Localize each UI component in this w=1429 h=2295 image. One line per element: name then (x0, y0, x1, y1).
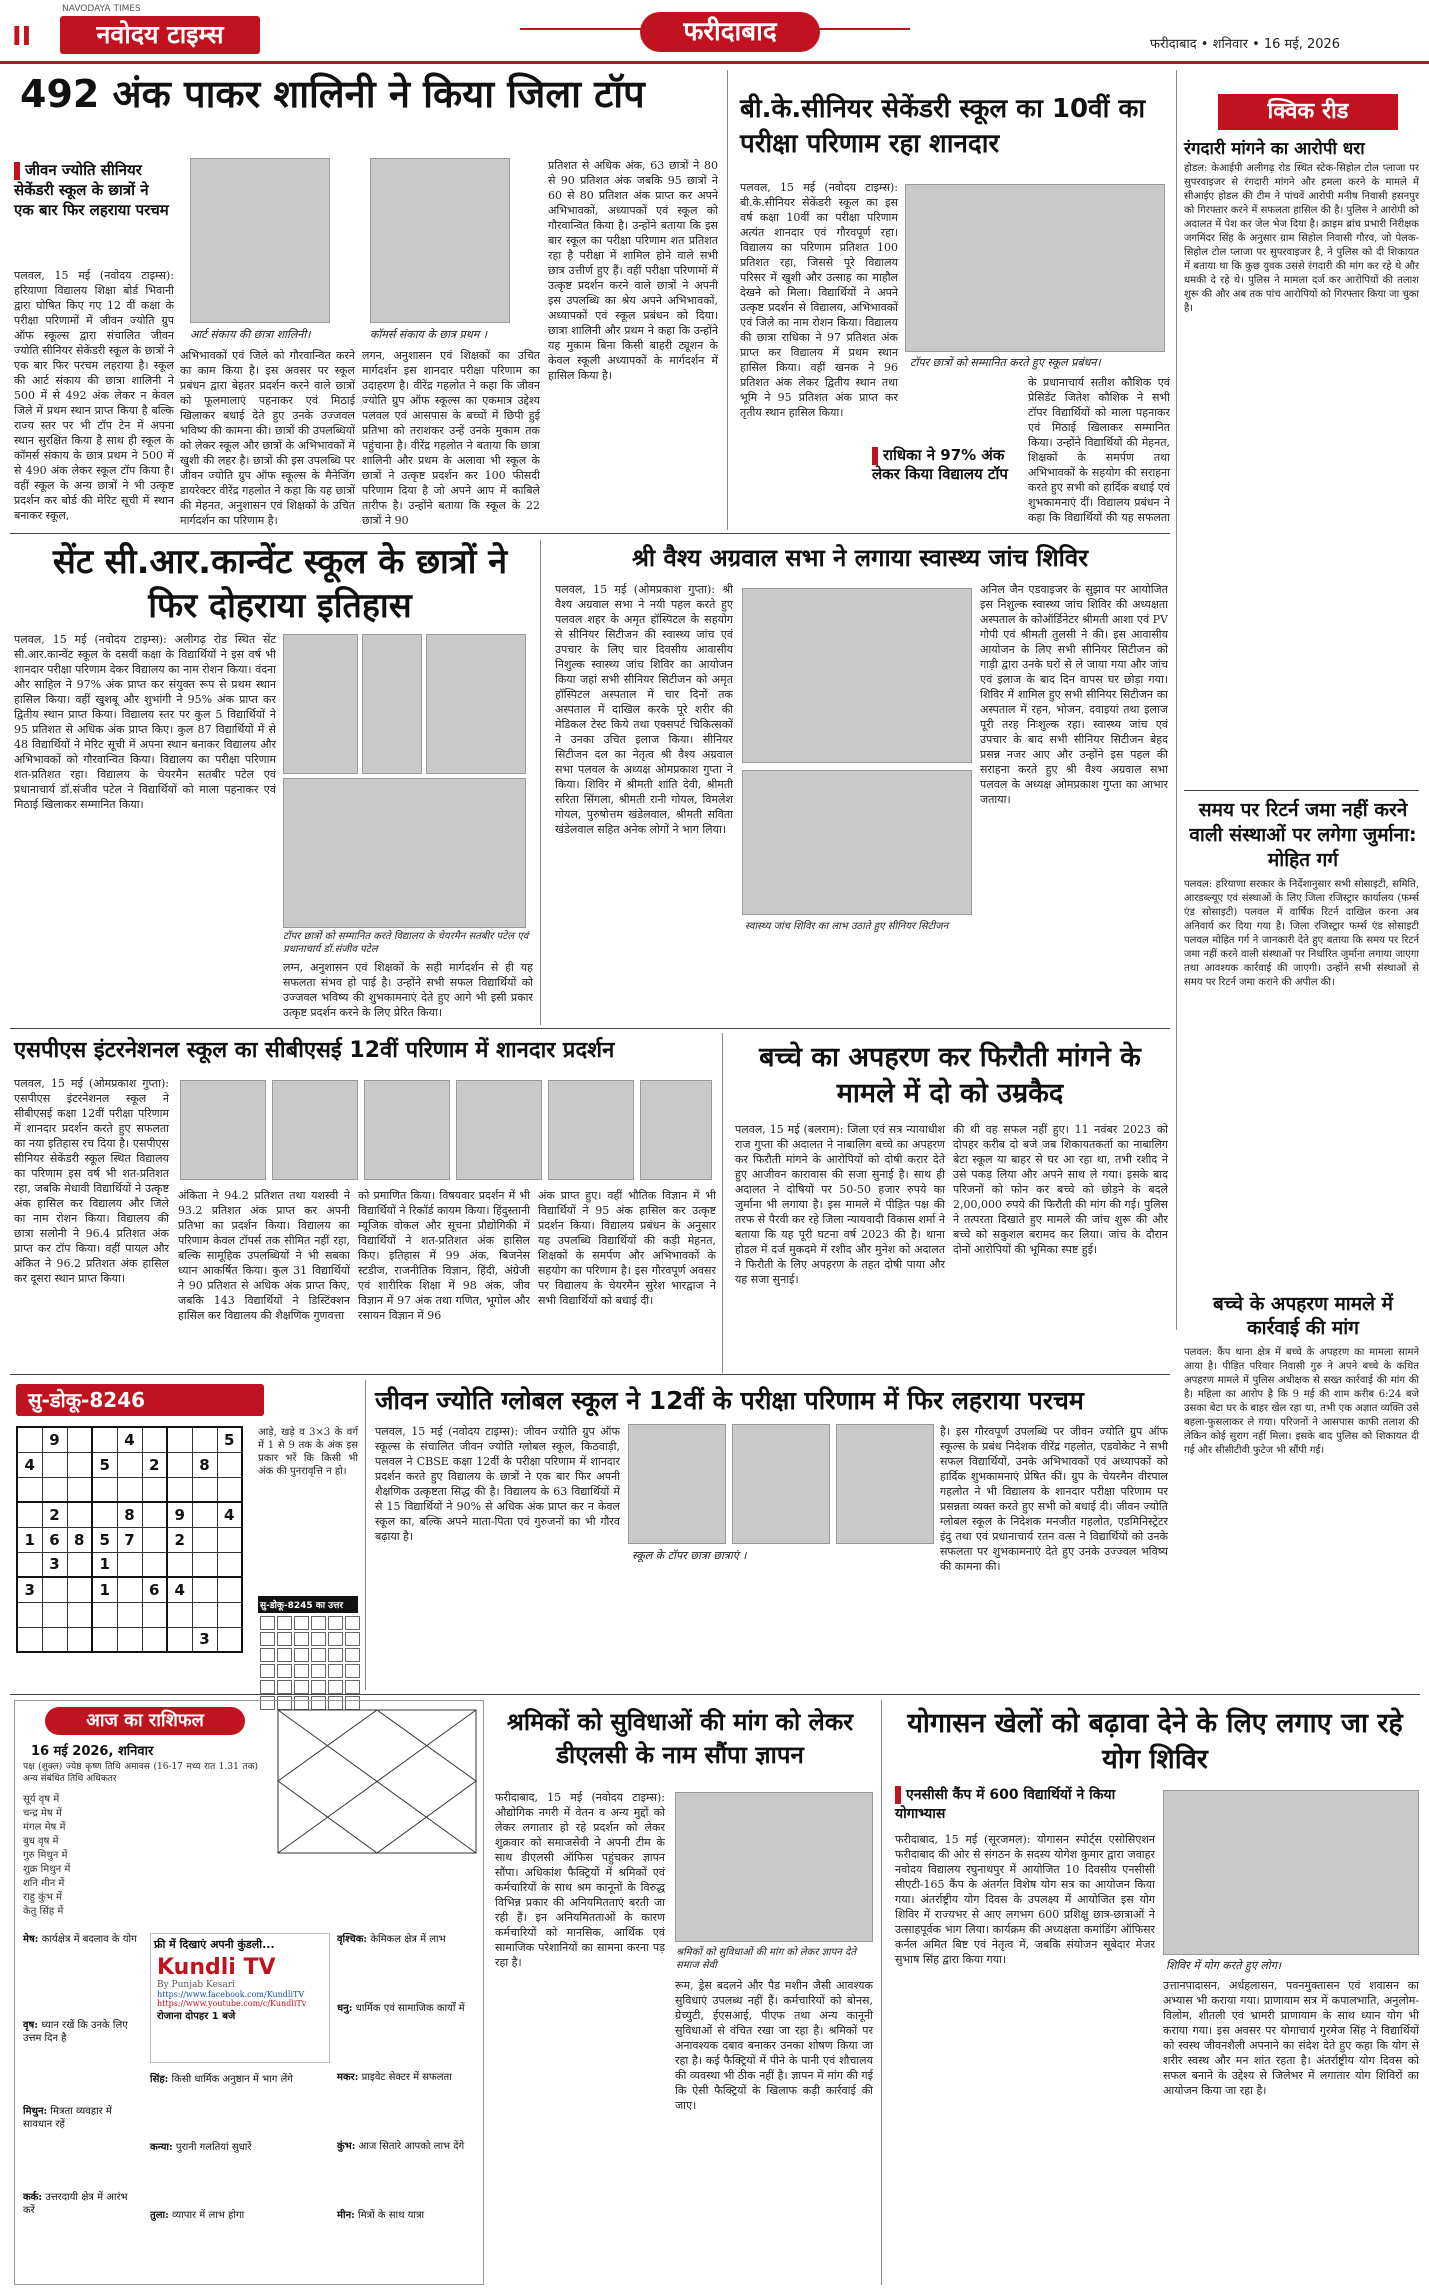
rule-h4 (10, 1694, 1420, 1695)
caption-vaish: स्वास्थ्य जांच शिविर का लाभ उठाते हुए सीनियर सिटीजन (745, 921, 949, 932)
sudoku-cell[interactable] (67, 1552, 92, 1577)
solution-cell (277, 1664, 292, 1678)
rule-h3 (10, 1374, 1170, 1375)
sign-name: कन्या: (150, 2142, 173, 2153)
sudoku-cell[interactable] (117, 1627, 142, 1652)
rashifal-title: आज का राशिफल (45, 1707, 245, 1735)
solution-cell (260, 1648, 275, 1662)
sudoku-cell[interactable] (17, 1427, 42, 1452)
sudoku-cell[interactable] (42, 1602, 67, 1627)
top-story-col1: पलवल, 15 मई (नवोदय टाइम्स): हरियाणा विद्यालय शिक्षा बोर्ड भिवानी द्वारा घोषित किए गए 12 वीं कक्षा के परीक्षा परिणामों में जीवन ज्योति ग्रुप ऑफ स्कूल्स द्वारा संचालित जीवन ज्योति सीनियर सेकेंडरी स्कूल के छात्रों ने एक बार फिर परचम लहराया है। स्कूल की आर्ट संकाय की छात्रा शालिनी ने 500 में से 492 अंक लेकर न केवल जिले में प्रथम स्थान प्राप्त किया है बल्कि राज्य स्तर पर भी टॉप टेन में अपना स्थान सुरक्षित किया है साथ ही स्कूल के कॉमर्स संकाय के छात्र प्रथम ने 500 में से 490 अंक लेकर स्कूल टॉप किया है। वहीं स्कूल के अन्य छात्रों ने भी उत्कृष्ट प्रदर्शन कर बोर्ड की मेरिट सूची में स्थान बनाकर स्कूल, (14, 269, 174, 522)
bk-story-headline: बी.के.सीनियर सेकेंडरी स्कूल का 10वीं का परीक्षा परिणाम रहा शानदार (740, 94, 1146, 159)
sign-libra (150, 2209, 310, 2277)
planet-line: केतु सिंह में (23, 1906, 64, 1917)
planet-positions (23, 1793, 263, 1919)
yoga-subhead-text: एनसीसी कैंप में 600 विद्यार्थियों ने किया योगाभ्यास (895, 1787, 1116, 1822)
sudoku-row (17, 1627, 242, 1652)
caption-dlc: श्रमिकों को सुविधाओं की मांग को लेकर ज्ञापन देते समाज सेवी (676, 1947, 857, 1971)
sudoku-cell[interactable] (192, 1477, 217, 1502)
sudoku-cell[interactable] (167, 1627, 192, 1652)
sudoku-cell[interactable]: 3 (42, 1552, 67, 1577)
ad-title: फ्री में दिखाएं अपनी कुंडली... (154, 1938, 275, 1951)
sps-story-col4: अंक प्राप्त हुए। वहीं भौतिक विज्ञान में भी विद्यार्थियों ने 95 अंक हासिल कर उत्कृष्ट प्रदर्शन किया। विद्यालय प्रबंधन के अनुसार यह उपलब्धि विद्यार्थियों की कड़ी मेहनत, शिक्षकों के समर्पण और अभिभावकों के सहयोग का परिणाम है। इस गौरवपूर्ण अवसर पर विद्यालय के चेयरमैन सुरेश भारद्वाज ने सभी विद्यार्थियों को बधाई दी। (538, 1189, 716, 1307)
sudoku-cell[interactable]: 8 (117, 1502, 142, 1527)
sps-story-col2: अंकिता ने 94.2 प्रतिशत तथा यशस्वी ने 93.2 प्रतिशत अंक प्राप्त कर अपनी प्रतिभा का प्रदर्शन किया। विद्यालय का परिणाम केवल टॉपर्स तक सीमित नहीं रहा, बल्कि सामूहिक उपलब्धियों ने भी सबका ध्यान आकर्षित किया। कुल 31 विद्यार्थियों ने 90 प्रतिशत से अधिक अंक प्राप्त किए, जबकि 143 विद्यार्थियों ने डिस्टिंक्शन हासिल कर विद्यालय की शैक्षणिक गुणवत्ता (178, 1189, 350, 1322)
sps-story-col1: पलवल, 15 मई (ओमप्रकाश गुप्ता): एसपीएस इंटरनेशनल स्कूल ने सीबीएसई कक्षा 12वीं परीक्षा परिणाम में शानदार प्रदर्शन करते हुए सफलता का नया इतिहास रच दिया है। एसपीएस सीनियर सेकेंडरी स्कूल स्थित विद्यालय का परिणाम इस वर्ष भी शत-प्रतिशत रहा, जबकि मेधावी विद्यार्थियों ने उत्कृष्ट अंक हासिल कर विद्यालय और जिले का नाम रोशन किया। विद्यालय की छात्रा सलोनी ने 96.4 प्रतिशत अंक प्राप्त कर टॉप किया। वहीं पायल और अंकित ने 96.2 प्रतिशत अंक हासिल कर दूसरा स्थान प्राप्त किया। (14, 1077, 169, 1285)
kundli-ad (150, 1933, 330, 2063)
bk-story-col1: पलवल, 15 मई (नवोदय टाइम्स): बी.के.सीनियर सेकेंडरी स्कूल का इस वर्ष कक्षा 10वीं का परीक्षा परिणाम अत्यंत शानदार एवं गौरवपूर्ण रहा। विद्यालय का परिणाम प्रतिशत 100 प्रतिशत रहा, जिससे पूरे विद्यालय परिसर में खुशी और उत्साह का माहौल देखने को मिला। विद्यार्थियों ने अपने उत्कृष्ट प्रदर्शन से विद्यालय, अभिभावकों एवं जिले का नाम रोशन किया। विद्यालय की छात्रा राधिका ने 97 प्रतिशत अंक प्राप्त कर विद्यालय में प्रथम स्थान हासिल किया। वहीं खनक ने 96 प्रतिशत अंक लेकर द्वितीय स्थान तथा भूमि ने 95 प्रतिशत अंक प्राप्त कर तृतीय स्थान हासिल किया। (740, 181, 898, 419)
sign-name: मकर: (337, 2072, 359, 2083)
photo-jjg-3 (836, 1424, 934, 1544)
photo-sps-6 (640, 1080, 712, 1180)
sign-text: प्राइवेट सेक्टर में सफलता (361, 2072, 452, 2083)
bk-inset (872, 446, 1022, 484)
sudoku-cell[interactable] (42, 1477, 67, 1502)
photo-jjg-1 (628, 1424, 726, 1544)
sudoku-cell[interactable] (17, 1602, 42, 1627)
sudoku-cell[interactable] (142, 1502, 167, 1527)
cc-story-col1: पलवल, 15 मई (नवोदय टाइम्स): अलीगढ़ रोड स्थित सेंट सी.आर.कान्वेंट स्कूल के दसवीं कक्षा के विद्यार्थियों ने इस वर्ष भी शानदार परीक्षा परिणाम देकर विद्यालय का नाम रोशन किया। वंदना और साहिल ने 97% अंक प्राप्त कर संयुक्त रूप से प्रथम स्थान हासिल किया। वहीं खुशबू और शुभांगी ने 95% अंक प्राप्त कर द्वितीय स्थान प्राप्त किया। विद्यालय स्तर पर कुल 5 विद्यार्थियों ने 95 प्रतिशत से अधिक अंक प्राप्त किए। कुल 87 विद्यार्थियों में से 48 विद्यार्थियों ने मेरिट सूची में अपना स्थान बनाकर विद्यालय और अभिभावकों को गौरवान्वित किया। विद्यालय का परीक्षा परिणाम शत-प्रतिशत रहा। विद्यालय के चेयरमैन सतबीर पटेल एवं प्रधानाचार्य डॉ.संजीव पटेल ने विद्यार्थियों को माला पहनाकर एवं मिठाई खिलाकर सम्मानित किया। (14, 633, 276, 811)
rule-v1 (727, 70, 728, 530)
sudoku-cell[interactable]: 6 (142, 1577, 167, 1602)
rashifal-subtitle: पक्ष (शुक्ल) ज्येष्ठ कृष्ण तिथि अमावस (16-17 मध्य रात 1.31 तक) अन्य संबंधित तिथि अधिकतर (23, 1762, 258, 1784)
sudoku-row (17, 1552, 242, 1577)
sudoku-cell[interactable] (167, 1452, 192, 1477)
solution-cell (345, 1616, 360, 1630)
sudoku-row (17, 1502, 242, 1527)
sudoku-instructions: आड़े, खड़े व 3×3 के वर्ग में 1 से 9 तक के अंक इस प्रकार भरें कि किसी भी अंक की पुनरावृत्ति न हो। (258, 1427, 358, 1477)
sudoku-cell[interactable] (192, 1577, 217, 1602)
planet-line: गुरु मिथुन में (23, 1850, 68, 1861)
sign-name: सिंह: (150, 2074, 169, 2085)
rule-v4 (365, 1380, 366, 1690)
yoga-story-headline: योगासन खेलों को बढ़ावा देने के लिए लगाए जा रहे योग शिविर (907, 1708, 1403, 1775)
sign-gemini (23, 2105, 141, 2191)
caption-yoga: शिविर में योग करते हुए लोग। (1166, 1959, 1282, 1972)
bk-inset-text: राधिका ने 97% अंक लेकर किया विद्यालय टॉप (872, 446, 1008, 483)
ad-tag: By Punjab Kesari (157, 1980, 235, 1990)
solution-cell (328, 1632, 343, 1646)
photo-vaish-2 (742, 770, 972, 915)
sudoku-cell[interactable]: 7 (117, 1527, 142, 1552)
signs-right (337, 1933, 477, 2278)
caption-pratham: कॉमर्स संकाय के छात्र प्रथम । (370, 328, 488, 341)
caption-bk: टॉपर छात्रों को सम्मानित करते हुए स्कूल प्रबंधन। (910, 356, 1101, 369)
sudoku-cell[interactable] (142, 1427, 167, 1452)
solution-cell (294, 1664, 309, 1678)
masthead (0, 0, 1429, 64)
brand-small: NAVODAYA TIMES (62, 4, 141, 14)
sign-name: कर्क: (23, 2192, 43, 2203)
sudoku-cell[interactable]: 5 (217, 1427, 242, 1452)
sign-name: कुंभ: (337, 2141, 356, 2152)
sign-aries (23, 1933, 141, 2019)
solution-cell (311, 1648, 326, 1662)
sudoku-cell[interactable] (67, 1627, 92, 1652)
solution-row (260, 1648, 360, 1662)
sudoku-row (17, 1577, 242, 1602)
sudoku-cell[interactable]: 6 (42, 1527, 67, 1552)
planet-line: शुक्र मिथुन में (23, 1864, 71, 1875)
sudoku-cell[interactable]: 1 (92, 1577, 117, 1602)
sudoku-cell[interactable]: 1 (17, 1527, 42, 1552)
sudoku-cell[interactable] (67, 1477, 92, 1502)
sps-story-col3: को प्रमाणित किया। विषयवार प्रदर्शन में भी विद्यार्थियों ने रिकॉर्ड कायम किया। हिंदुस्तानी म्यूजिक वोकल और सूचना प्रौद्योगिकी में विद्यार्थियों ने शत-प्रतिशत अंक हासिल किए। इतिहास में 99 अंक, बिजनेस स्टडीज, राजनीतिक विज्ञान, हिंदी, अंग्रेजी एवं शारीरिक शिक्षा में 98 अंक, जीव विज्ञान में 97 अंक तथा गणित, भूगोल और रसायन विज्ञान में 96 (358, 1189, 530, 1322)
top-story-col3: लगन, अनुशासन एवं शिक्षकों का उचित मार्गदर्शन इस शानदार परीक्षा परिणाम का उदाहरण है। वीरेंद्र गहलोत ने कहा कि जीवन ज्योति ग्रुप ऑफ स्कूल्स का एकमात्र उद्देश्य पलवल एवं आसपास के बच्चों में छिपी हुई प्रतिभा को तराशकर उन्हें उनके मुकाम तक पहुंचाना है। वीरेंद्र गहलोत ने बताया कि छात्रा शालिनी और प्रथम के अलावा भी स्कूल के छात्रों ने उत्कृष्ट प्रदर्शन कर 100 फीसदी परिणाम दिया है जो अपने आप में काबिले तारीफ है। उन्होंने बताया कि स्कूल के 22 छात्रों ने 90 (362, 349, 540, 527)
sps-story-headline: एसपीएस इंटरनेशनल स्कूल का सीबीएसई 12वीं परिणाम में शानदार प्रदर्शन (14, 1038, 615, 1063)
sign-text: पुरानी गलतियां सुधारें (175, 2142, 252, 2153)
sudoku-solution-grid (258, 1614, 362, 1712)
solution-cell (277, 1632, 292, 1646)
bk-story-col2: के प्रधानाचार्य सतीश कौशिक एवं प्रेसिडेंट जितेश कौशिक ने सभी टॉपर विद्यार्थियों को माला पहनाकर एवं मिठाई खिलाकर सम्मानित किया। उन्होंने विद्यार्थियों की मेहनत, शिक्षकों के समर्पण तथा अभिभावकों के सहयोग की सराहना करते हुए सभी को हार्दिक बधाई एवं शुभकामनाएं दीं। विद्यालय प्रबंधन ने कहा कि विद्यार्थियों की यह सफलता (1028, 376, 1170, 524)
photo-sps-1 (180, 1080, 266, 1180)
kidnap-story-col1: पलवल, 15 मई (बलराम): जिला एवं सत्र न्यायाधीश राज गुप्ता की अदालत ने नाबालिग बच्चे का अपहरण कर फिरौती मांगने के आरोपियों को दोषी करार देते हुए आजीवन कारावास की सजा सुनाई है। साथ ही अदालत ने दोषियों पर 50-50 हजार रुपये का जुर्माना भी लगाया है। इस मामले में पीड़ित पक्ष की तरफ से पैरवी कर रहे जिला न्यायवादी विकास शर्मा ने बताया कि यह पूरी घटना वर्ष 2023 की है। थाना होडल में दर्ज मुकदमे में रशीद और मुनेश को अदालत ने फिरौती के लिए अपहरण के तहत दोषी पाया और यह सजा सुनाई। (735, 1123, 945, 1286)
solution-cell (260, 1616, 275, 1630)
sudoku-cell[interactable] (192, 1602, 217, 1627)
sudoku-cell[interactable] (42, 1452, 67, 1477)
sudoku-cell[interactable] (17, 1627, 42, 1652)
solution-cell (277, 1648, 292, 1662)
planet-line: मंगल मेष में (23, 1822, 66, 1833)
solution-cell (277, 1616, 292, 1630)
signs-left (23, 1933, 141, 2278)
solution-cell (277, 1680, 292, 1694)
solution-cell (328, 1664, 343, 1678)
top-story-subhead-text: जीवन ज्योति सीनियर सेकेंडरी स्कूल के छात्रों ने एक बार फिर लहराया परचम (14, 161, 169, 219)
rule-v2 (540, 540, 541, 1025)
rule-v5 (881, 1700, 882, 2285)
cc-story-col2: लग्न, अनुशासन एवं शिक्षकों के सही मार्गदर्शन से ही यह सफलता संभव हो पाई है। उन्होंने सभी सफल विद्यार्थियों को उज्जवल भविष्य की शुभकामनाएं देते हुए आगे भी इसी प्रकार उत्कृष्ट प्रदर्शन करने के लिए प्रेरित किया। (283, 961, 533, 1019)
dateline: फरीदाबाद • शनिवार • 16 मई, 2026 (1150, 37, 1341, 52)
sign-pisces (337, 2209, 477, 2278)
sudoku-cell[interactable] (67, 1502, 92, 1527)
sudoku-cell[interactable] (117, 1552, 142, 1577)
sudoku-cell[interactable] (167, 1427, 192, 1452)
sudoku-cell[interactable] (192, 1502, 217, 1527)
vaish-story-headline: श्री वैश्य अग्रवाल सभा ने लगाया स्वास्थ्य जांच शिविर (631, 544, 1089, 572)
solution-cell (294, 1632, 309, 1646)
top-story-col4: प्रतिशत से अधिक अंक, 63 छात्रों ने 80 से 90 प्रतिशत अंक जबकि 95 छात्रों ने 60 से 80 प्रतिशत अंक प्राप्त कर अपने अभिभावकों, अध्यापकों एवं स्कूल को गौरवान्वित किया है। उन्होंने बताया कि इस बार स्कूल का परीक्षा परिणाम शत प्रतिशत रहा है परीक्षा में शामिल होने वाले सभी छात्र उत्तीर्ण हुए हैं। वहीं परीक्षा परिणामों में उत्कृष्ट प्रदर्शन करने वाले छात्रों ने अपनी इस उपलब्धि का श्रेय अपने अभिभावकों, अध्यापकों एवं स्कूल प्रबंधन को दिया। छात्रा शालिनी और प्रथम ने कहा कि उन्होंने यह मुकाम बिना किसी बाहरी ट्यूशन के केवल स्कूली अध्यापकों के मार्गदर्शन में हासिल किया है। (548, 159, 718, 382)
solution-cell (311, 1680, 326, 1694)
planet-line: शनि मीन में (23, 1878, 65, 1889)
photo-jjg-2 (732, 1424, 830, 1544)
ad-youtube-link[interactable]: https://www.youtube.com/c/KundliTv (157, 1999, 307, 2008)
jjg-story-col1: पलवल, 15 मई (नवोदय टाइम्स): जीवन ज्योति ग्रुप ऑफ स्कूल्स के संचालित जीवन ज्योति ग्लोबल स्कूल, किठवाड़ी, पलवल ने CBSE कक्षा 12वीं के परीक्षा परिणाम में शानदार प्रदर्शन करते हुए विद्यालय के छात्रों ने एक बार फिर अपनी शैक्षणिक उत्कृष्टता सिद्ध की है। विद्यालय के 63 विद्यार्थियों में से 15 विद्यार्थियों ने 90% से अधिक अंक प्राप्त कर न केवल स्कूल का, बल्कि अपने माता-पिता एवं गुरुजनों का भी गौरव बढ़ाया है। (375, 1425, 620, 1543)
qr3-headline: बच्चे के अपहरण मामले में कार्रवाई की मांग (1213, 1293, 1393, 1339)
qr2-headline: समय पर रिटर्न जमा नहीं करने वाली संस्थाओं पर लगेगा जुर्माना: मोहित गर्ग (1189, 799, 1417, 871)
yoga-story-col1: फरीदाबाद, 15 मई (सूरजमल): योगासन स्पोर्ट्स एसोसिएशन फरीदाबाद की ओर से संगठन के सदस्य योगेश कुमार द्वारा जवाहर नवोदय विद्यालय रघुनाथपुर में आयोजित 10 दिवसीय एनसीसी सीएटी-165 कैंप के अंतर्गत विशेष योग सत्र का आयोजन किया गया। अंतर्राष्ट्रीय योग दिवस के उपलक्ष्य में आयोजित इस योग शिविर में राज्यभर से आए लगभग 600 प्रशिक्षु छात्र-छात्राओं ने उत्साहपूर्वक भाग लिया। कार्यक्रम की अध्यक्षता कमांडिंग ऑफिसर कर्नल अमित बिष्ट एवं नेतृत्व में, जबकि संयोजन सूबेदार मेजर सुभाष सिंह द्वारा किया गया। (895, 1833, 1155, 1966)
red-bar-icon (895, 1786, 901, 1804)
sudoku-cell[interactable]: 9 (42, 1427, 67, 1452)
sudoku-cell[interactable]: 9 (167, 1502, 192, 1527)
sudoku-cell[interactable]: 1 (92, 1552, 117, 1577)
yoga-subhead (895, 1786, 1155, 1824)
sudoku-row (17, 1527, 242, 1552)
caption-jjg: स्कूल के टॉपर छात्रा छात्राएं । (632, 1549, 747, 1562)
sudoku-cell[interactable] (42, 1577, 67, 1602)
sudoku-cell[interactable] (142, 1552, 167, 1577)
sudoku-cell[interactable] (117, 1577, 142, 1602)
jjg-story-col2: है। इस गौरवपूर्ण उपलब्धि पर जीवन ज्योति ग्रुप ऑफ स्कूल्स के प्रबंध निदेशक वीरेंद्र गहलोत, एडवोकेट ने सभी सफल विद्यार्थियों, उनके अभिभावकों एवं अध्यापकों को हार्दिक शुभकामनाएं प्रेषित कीं। ग्रुप के चेयरमैन वीरपाल गहलोत ने भी विद्यालय के शानदार परीक्षा परिणाम पर प्रसन्नता व्यक्त करते हुए सभी को बधाई दी। जीवन ज्योति ग्लोबल स्कूल के निदेशक मनजीत गहलोत, एडमिनिस्ट्रेटर इंदु तथा एवं प्रधानाचार्य रतन वत्स ने विद्यार्थियों को उनके सफलता पर शुभकामनाएं देते हुए उनके उज्ज्वल भविष्य की कामना की। (940, 1425, 1168, 1573)
sudoku-cell[interactable] (117, 1602, 142, 1627)
solution-cell (345, 1648, 360, 1662)
sign-text: धार्मिक एवं सामाजिक कार्यों में (355, 2003, 465, 2014)
sudoku-cell[interactable] (117, 1477, 142, 1502)
red-bar-icon (872, 447, 878, 465)
sudoku-cell[interactable] (167, 1552, 192, 1577)
planet-line: चन्द्र मेष में (23, 1808, 62, 1819)
kundli-chart (277, 1709, 477, 1854)
sudoku-cell[interactable] (192, 1427, 217, 1452)
sign-text: कार्यक्षेत्र में बदलाव के योग (41, 1934, 137, 1945)
solution-cell (328, 1616, 343, 1630)
photo-shalini (190, 158, 330, 323)
solution-row (260, 1664, 360, 1678)
kidnap-story-col2: की थी वह सफल नहीं हुए। 11 नवंबर 2023 को दोपहर करीब दो बजे जब शिकायतकर्ता का नाबालिग बेटा स्कूल या बाहर से घर आ रहा था, तभी रशीद ने उसे पकड़ लिया और अपने साथ ले गया। इसके बाद परिजनों को फोन कर बच्चे को छोड़ने के बदले 2,00,000 रुपये की फिरौती की मांग की गई। पुलिस ने तत्परता दिखाते हुए मामले की जांच शुरू की और बच्चे को सकुशल बरामद कर लिया। जांच के दौरान दोनों आरोपियों की भूमिका स्पष्ट हुई। (953, 1123, 1168, 1256)
sign-taurus (23, 2019, 141, 2105)
rule-v-right (1176, 70, 1177, 1330)
photo-cc-banner (283, 634, 358, 774)
sudoku-cell[interactable] (67, 1602, 92, 1627)
photo-sps-5 (548, 1080, 634, 1180)
planet-line: सूर्य वृष में (23, 1794, 60, 1805)
qr-rule1 (1184, 790, 1419, 791)
planet-line: राहु कुंभ में (23, 1892, 63, 1903)
rule-h1 (10, 533, 1170, 534)
solution-cell (311, 1664, 326, 1678)
sign-text: किसी धार्मिक अनुष्ठान में भाग लेंगे (171, 2074, 293, 2085)
sudoku-cell[interactable] (217, 1602, 242, 1627)
sudoku-title: सु-डोकू-8246 (16, 1384, 264, 1416)
page-number: II (12, 22, 32, 52)
jjg-story-headline: जीवन ज्योति ग्लोबल स्कूल ने 12वीं के परीक्षा परिणाम में फिर लहराया परचम (375, 1386, 1084, 1415)
solution-cell (345, 1680, 360, 1694)
solution-row (260, 1616, 360, 1630)
sign-text: मित्रों के साथ यात्रा (358, 2210, 425, 2221)
rule-v3 (722, 1033, 723, 1373)
sudoku-cell[interactable] (167, 1477, 192, 1502)
solution-cell (260, 1632, 275, 1646)
sudoku-cell[interactable] (92, 1502, 117, 1527)
sudoku-cell[interactable]: 2 (167, 1527, 192, 1552)
solution-cell (311, 1616, 326, 1630)
sudoku-cell[interactable] (67, 1452, 92, 1477)
sign-text: आज सितारे आपको लाभ देंगे (358, 2141, 465, 2152)
sign-name: मीन: (337, 2210, 355, 2221)
sign-text: केमिकल क्षेत्र में लाभ (370, 1934, 446, 1945)
sudoku-cell[interactable] (192, 1552, 217, 1577)
photo-yoga (1163, 1790, 1419, 1955)
sign-virgo (150, 2141, 310, 2209)
dlc-story-col1: फरीदाबाद, 15 मई (नवोदय टाइम्स): औद्योगिक नगरी में वेतन व अन्य मुद्दों को लेकर लगातार हो रहे प्रदर्शन को लेकर शुक्रवार को समाजसेवी ने अपनी टीम के साथ डीएलसी ऑफिस पहुंचकर ज्ञापन सौंपा। अधिकांश फैक्ट्रियों में श्रमिकों एवं कर्मचारियों के साथ श्रम कानूनों के विरुद्ध विभिन्न प्रकार की अनियमितताएं बरती जा रही हैं। इन अनियमितताओं के कारण कर्मचारियों को मानसिक, आर्थिक एवं सामाजिक परेशानियों का सामना करना पड़ रहा है। (495, 1791, 665, 1969)
kidnap-story-headline: बच्चे का अपहरण कर फिरौती मांगने के मामले में दो को उम्रकैद (759, 1042, 1141, 1109)
sudoku-cell[interactable] (92, 1427, 117, 1452)
caption-cc: टॉपर छात्रों को सम्मानित करते विद्यालय के चेयरमैन सतबीर पटेल एवं प्रधानाचार्य डॉ.संजीव पटेल (283, 931, 529, 955)
planet-line: बुध वृष में (23, 1836, 59, 1847)
caption-shalini: आर्ट संकाय की छात्रा शालिनी। (190, 328, 311, 341)
sudoku-cell[interactable] (217, 1452, 242, 1477)
photo-sps-4 (456, 1080, 542, 1180)
ad-facebook-link[interactable]: https://www.facebook.com/KundliTV (157, 1990, 305, 1999)
sudoku-solution-title: सु-डोकू-8245 का उत्तर (258, 1596, 358, 1613)
sign-text: व्यापार में लाभ होगा (171, 2210, 245, 2221)
sign-name: धनु: (337, 2003, 353, 2014)
solution-cell (328, 1680, 343, 1694)
photo-cc-student2 (426, 634, 526, 774)
quick-read-title: क्विक रीड (1218, 94, 1398, 130)
solution-row (260, 1680, 360, 1694)
sudoku-cell[interactable] (217, 1527, 242, 1552)
sign-name: मिथुन: (23, 2106, 48, 2117)
sudoku-cell[interactable]: 4 (17, 1452, 42, 1477)
section-title: फरीदाबाद (640, 12, 820, 52)
photo-cc-group (283, 778, 526, 928)
vaish-story-col2: अनिल जैन एडवाइजर के सुझाव पर आयोजित इस निशुल्क स्वास्थ्य जांच शिविर की अध्यक्षता अस्पताल के कोऑर्डिनेटर श्रीमती आशा एवं PV गोपी एवं श्रीमती तुलसी ने की। इस आवासीय आयोजन के लिए सभी सीनियर सिटीजन को गाड़ी द्वारा उनके घरों से ले जाया गया और जांच एवं इलाज के बाद दिन वापस घर छोड़ा गया। शिविर में शामिल हुए सभी सीनियर सिटीजन का अस्पताल में रहन, भोजन, दवाइयां तथा इलाज पूरी तरह निःशुल्क रहा। स्वास्थ्य जांच एवं उपचार के बाद सभी सीनियर सिटीजन बेहद प्रसन्न नजर आए और उन्होंने इस पहल की सराहना करते हुए श्री वैश्य अग्रवाल सभा पलवल के अध्यक्ष ओमप्रकाश गुप्ता का आभार जताया। (980, 583, 1168, 806)
sudoku-cell[interactable]: 2 (142, 1452, 167, 1477)
sign-name: तुला: (150, 2210, 169, 2221)
solution-cell (294, 1648, 309, 1662)
photo-cc-student1 (362, 634, 422, 774)
top-story-headline: 492 अंक पाकर शालिनी ने किया जिला टॉप (20, 72, 645, 116)
solution-cell (260, 1680, 275, 1694)
solution-cell (260, 1664, 275, 1678)
sign-capricorn (337, 2071, 477, 2140)
sign-text: ध्यान रखें कि उनके लिए उत्तम दिन है (23, 2020, 128, 2044)
sudoku-cell[interactable]: 4 (167, 1577, 192, 1602)
sudoku-cell[interactable] (67, 1577, 92, 1602)
photo-dlc (675, 1792, 873, 1942)
signs-mid (150, 2073, 310, 2278)
sudoku-cell[interactable] (92, 1602, 117, 1627)
dlc-story-headline: श्रमिकों को सुविधाओं की मांग को लेकर डीएलसी के नाम सौंपा ज्ञापन (506, 1708, 854, 1769)
sudoku-cell[interactable]: 8 (67, 1527, 92, 1552)
sudoku-cell[interactable] (17, 1502, 42, 1527)
photo-bk-toppers (905, 184, 1165, 352)
sudoku-cell[interactable] (117, 1452, 142, 1477)
solution-cell (345, 1664, 360, 1678)
sudoku-cell[interactable] (17, 1477, 42, 1502)
sudoku-row (17, 1477, 242, 1502)
solution-cell (294, 1616, 309, 1630)
sudoku-cell[interactable]: 4 (117, 1427, 142, 1452)
solution-cell (345, 1632, 360, 1646)
cc-story-headline: सेंट सी.आर.कान्वेंट स्कूल के छात्रों ने फिर दोहराया इतिहास (52, 542, 508, 626)
solution-cell (294, 1680, 309, 1694)
sign-aquarius (337, 2140, 477, 2209)
solution-cell (311, 1632, 326, 1646)
top-story-subhead (14, 160, 169, 220)
sudoku-cell[interactable] (217, 1552, 242, 1577)
photo-sps-3 (364, 1080, 450, 1180)
red-bar-icon (14, 162, 20, 180)
sudoku-cell[interactable]: 2 (42, 1502, 67, 1527)
sudoku-cell[interactable] (17, 1552, 42, 1577)
photo-pratham (370, 158, 510, 323)
sudoku-cell[interactable]: 5 (92, 1527, 117, 1552)
qr2-body: पलवल: हरियाणा सरकार के निर्देशानुसार सभी सोसाइटी, समिति, आरडब्ल्यूए एवं संस्थाओं के लिए जिला रजिस्ट्रार कार्यालय (फर्म्स एंड सोसाइटी) पलवल में वार्षिक रिटर्न दाखिल करना अब अनिवार्य कर दिया गया है। जिला रजिस्ट्रार फर्म्स एंड सोसाइटी पलवल मोहित गर्ग ने जानकारी देते हुए बताया कि समय पर रिटर्न जमा नहीं करने वाली संस्थाओं पर निर्धारित जुर्माना लगाया जाएगा तथा आवश्यक कार्रवाई की जाएगी। उन्होंने सभी संस्थाओं से समय पर रिटर्न जमा कराने की अपील की। (1184, 879, 1419, 988)
sign-sagittarius (337, 2002, 477, 2071)
sudoku-cell[interactable]: 5 (92, 1452, 117, 1477)
rashifal-box (14, 1700, 484, 2285)
sudoku-cell[interactable] (142, 1627, 167, 1652)
sudoku-cell[interactable] (42, 1627, 67, 1652)
sign-name: वृष: (23, 2020, 39, 2031)
rule-h2 (10, 1028, 1170, 1029)
sudoku-cell[interactable] (92, 1627, 117, 1652)
vaish-story-col1: पलवल, 15 मई (ओमप्रकाश गुप्ता): श्री वैश्य अग्रवाल सभा ने नयी पहल करते हुए पलवल शहर के अमृत हॉस्पिटल के सहयोग से सीनियर सिटीजन की स्वास्थ्य जांच एवं उपचार के लिए चार दिवसीय आवासीय निशुल्क स्वास्थ्य जांच शिविर का आयोजन किया जहां सभी सीनियर सिटीजन को अमृत हॉस्पिटल अस्पताल में चार दिनों तक अस्पताल में दाखिल करके पूरे शरीर की मेडिकल टेस्ट किये तथा एक्सपर्ट चिकित्सकों ने उनका उचित इलाज किया। सीनियर सिटीजन दल का नेतृत्व श्री वैश्य अग्रवाल सभा पलवल के अध्यक्ष ओमप्रकाश गुप्ता ने किया। शिविर में श्रीमती शांति देवी, श्रीमती सरिता सिंगला, श्रीमती रानी गोयल, विमलेश गोयल, पुरुषोत्तम खंडेलवाल, श्रीमती सविता खंडेलवाल सहित अनेक लोगों ने भाग लिया। (555, 583, 733, 836)
sign-name: मेष: (23, 1934, 39, 1945)
sudoku-cell[interactable]: 4 (217, 1502, 242, 1527)
sudoku-cell[interactable] (142, 1477, 167, 1502)
sign-text: उत्तरदायी क्षेत्र में आरंभ करें (23, 2192, 128, 2216)
sudoku-cell[interactable] (67, 1427, 92, 1452)
sudoku-cell[interactable] (142, 1527, 167, 1552)
sudoku-row (17, 1452, 242, 1477)
photo-vaish-1 (742, 588, 972, 763)
sudoku-cell[interactable] (217, 1627, 242, 1652)
brand-logo: नवोदय टाइम्स (60, 16, 260, 54)
dlc-story-col2: रूम, ड्रेस बदलने और पैड मशीन जैसी आवश्यक सुविधाएं उपलब्ध नहीं हैं। कर्मचारियों को बोनस, ग्रेच्युटी, ईएसआई, पीएफ तथा अन्य कानूनी सुविधाओं से वंचित रखा जा रहा है। श्रमिकों पर अनावश्यक दबाव बनाकर उनका शोषण किया जा रहा है। कई फैक्ट्रियों में पीने के पानी एवं शौचालय की व्यवस्था भी ठीक नहीं है। ज्ञापन में मांग की गई कि ऐसी फैक्ट्रियों के खिलाफ कड़ी कार्रवाई की जाए। (675, 1979, 873, 2112)
ad-time: रोजाना दोपहर 1 बजे (157, 2011, 236, 2022)
sign-text: मित्रता व्यवहार में सावधान रहें (23, 2106, 112, 2130)
sign-scorpio (337, 1933, 477, 2002)
qr3-body: पलवल: कैंप थाना क्षेत्र में बच्चे के अपहरण का मामला सामने आया है। पीड़ित परिवार निवासी गुरु ने अपने बच्चे के कथित अपहरण मामले में पुलिस अधीक्षक से सख्त कार्रवाई की मांग की है। महिला का आरोप है कि 9 मई की शाम करीब 6:24 बजे उसका बेटा घर के बाहर खेल रहा था, तभी एक अज्ञात व्यक्ति उसे बहला-फुसलाकर ले गया। परिजनों ने आसपास काफी तलाश की लेकिन कोई सुराग नहीं मिला। इसके बाद पुलिस को शिकायत दी गई और सीसीटीवी फुटेज भी सौंपी गई। (1184, 1347, 1419, 1456)
solution-row (260, 1632, 360, 1646)
sudoku-cell[interactable] (192, 1527, 217, 1552)
sign-leo (150, 2073, 310, 2141)
top-story-col2: अभिभावकों एवं जिले को गौरवान्वित करने का काम किया है। इस अवसर पर स्कूल प्रबंधन द्वारा बेहतर प्रदर्शन करने वाले छात्रों को फूलमालाएं पहनाकर एवं मिठाई खिलाकर बधाई देते हुए उनके उज्जवल भविष्य की कामना की। छात्रों की उपलब्धियों को लेकर स्कूल और छात्रों के अभिभावकों में खुशी की लहर है। छात्रों की इस उपलब्धि पर जीवन ज्योति ग्रुप ऑफ स्कूल्स के मैनेजिंग डायरेक्टर वीरेंद्र गहलोत ने कहा कि यह छात्रों की मेहनत, अनुशासन एवं शिक्षकों के उचित मार्गदर्शन का परिणाम है। (180, 349, 355, 527)
rashifal-date: 16 मई 2026, शनिवार (31, 1744, 154, 1759)
sudoku-cell[interactable] (217, 1477, 242, 1502)
ad-brand: Kundli TV (157, 1955, 276, 1980)
sudoku-cell[interactable] (217, 1577, 242, 1602)
photo-sps-2 (272, 1080, 358, 1180)
sudoku-cell[interactable]: 3 (192, 1627, 217, 1652)
sudoku-row (17, 1602, 242, 1627)
sudoku-cell[interactable] (92, 1477, 117, 1502)
sudoku-cell[interactable]: 3 (17, 1577, 42, 1602)
qr1-body: होडल: केआईपी अलीगढ़ रोड स्थित स्टेक-सिहोल टोल प्लाजा पर सुपरवाइजर से रंगदारी मांगने और हमला करने के मामले में सीआईए होडल की टीम ने पांचवें आरोपी मनीष निवासी हसनपुर को गिरफ्तार करने में सफलता हासिल की है। पुलिस ने आरोपी को अदालत में पेश कर जेल भेज दिया है। क्राइम ब्रांच प्रभारी निरीक्षक जगमिंदर सिंह के अनुसार ग्राम सिहोल निवासी गौरव, जो पेलक-सिहोल टोल प्लाजा पर सुपरवाइजर है, ने पुलिस को दी शिकायत में बताया था कि कुछ युवक उससे रंगदारी की मांग कर रहे थे और धमकी दे रहे थे। पुलिस ने मामला दर्ज कर आरोपियों की तलाश शुरू की और अब तक पांच आरोपियों को गिरफ्तार किया जा चुका है। (1184, 163, 1419, 314)
qr1-headline: रंगदारी मांगने का आरोपी धरा (1184, 139, 1365, 159)
sudoku-row (17, 1427, 242, 1452)
sudoku-cell[interactable] (142, 1602, 167, 1627)
sign-name: वृश्चिक: (337, 1934, 368, 1945)
solution-cell (328, 1648, 343, 1662)
sudoku-cell[interactable]: 8 (192, 1452, 217, 1477)
sudoku-grid (16, 1426, 243, 1653)
sign-cancer (23, 2191, 141, 2277)
yoga-story-col2: उत्तानपादासन, अर्धहलासन, पवनमुक्तासन एवं शवासन का अभ्यास भी कराया गया। प्राणायाम सत्र में कपालभाति, अनुलोम-विलोम, शीतली एवं भ्रामरी प्राणायाम के साथ ध्यान योग भी कराया गया। इस अवसर पर योगाचार्य गुरमेज सिंह ने विद्यार्थियों को स्वस्थ जीवनशैली अपनाने का संदेश देते हुए कहा कि योग से शरीर स्वस्थ और मन शांत रहता है। अंतर्राष्ट्रीय योग दिवस को सफल बनाने के उद्देश्य से जिलेभर में लगातार योग शिविरों का आयोजन किया जा रहा है। (1163, 1979, 1419, 2097)
sudoku-cell[interactable] (167, 1602, 192, 1627)
